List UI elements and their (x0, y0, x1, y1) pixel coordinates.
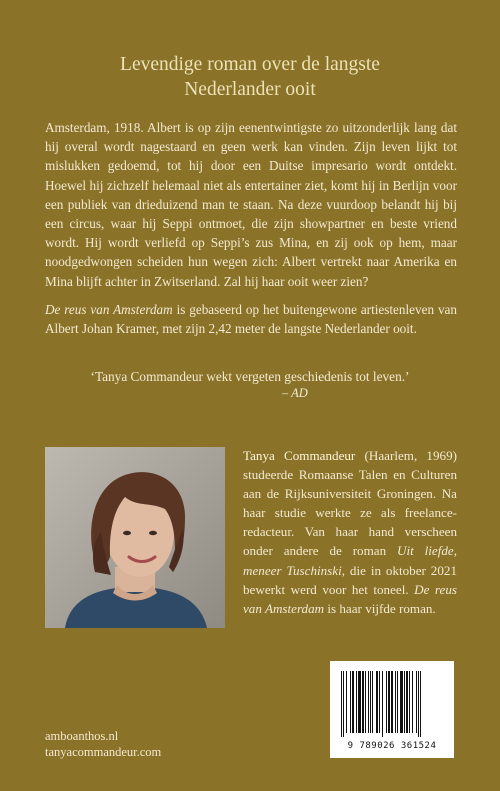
review-source: – AD (282, 386, 308, 400)
barcode-bar (370, 671, 371, 733)
barcode-bar (346, 671, 347, 733)
barcode-bar (395, 671, 396, 733)
barcode-bar (420, 671, 421, 737)
barcode-bar (376, 671, 378, 733)
footer-websites (45, 728, 161, 760)
barcode-bar (404, 671, 405, 733)
author-portrait-illustration (45, 447, 225, 628)
barcode-bar (352, 671, 354, 733)
tagline-line-1: Levendige roman over de langste (120, 54, 380, 75)
blurb-paragraph-1: Amsterdam, 1918. Albert is op zijn eenentwintigste zo uitzonderlijk lang dat hij overal wordt nagestaard en geen werk kan vinden. Zijn leven lijkt tot mislukken gedoemd, tot hij door een Duitse impresario wordt ontdekt. Hoewel hij zichzelf helemaal niet als entertainer ziet, komt hij in Berlijn voor een publiek van drieduizend man te staan. Na deze vuurdoop belandt hij bij een circus, waar hij Seppi ontmoet, die zijn showpartner en beste vriend wordt. Hij wordt verliefd op Seppi’s zus Mina, en zij ook op hem, maar noodgedwongen scheiden hun wegen zich: Albert vertrekt naar Amerika en Mina blijft achter in Zwitserland. Zal hij haar ooit weer zien? (45, 120, 457, 289)
author-bio-text-2: , die in oktober 2021 bewerkt werd voor het toneel. (243, 562, 457, 597)
isbn-number: 9 789026 361524 (347, 741, 437, 751)
barcode-bar (386, 671, 387, 733)
barcode-bar (368, 671, 369, 733)
barcode-bar (406, 671, 408, 733)
author-bio (243, 446, 457, 618)
barcode-bar (397, 671, 398, 733)
review-quote: ‘Tanya Commandeur wekt vergeten geschiedenis tot leven.’ (90, 369, 410, 384)
blurb-paragraph-2 (45, 300, 457, 338)
author-book-title-1: Uit liefde, meneer Tuschinski (243, 543, 457, 578)
publisher-website: amboanthos.nl (45, 729, 119, 743)
author-bio-text-3: is haar vijfde roman. (324, 600, 436, 616)
tagline (0, 52, 500, 102)
barcode-bar (379, 671, 380, 733)
author-photo (45, 447, 225, 628)
blurb-book-title: De reus van Amsterdam (45, 301, 173, 317)
barcode-bar (409, 671, 410, 733)
barcode-bar (372, 671, 373, 733)
barcode-bars (341, 671, 443, 737)
barcode (330, 661, 454, 758)
barcode-bar (388, 671, 390, 733)
barcode-bar (356, 671, 357, 733)
barcode-bar (382, 671, 383, 737)
blurb-paragraph-2-text: is gebaseerd op het buitengewone artiestenleven van Albert Johan Kramer, met zijn 2,42 meter de langste Nederlander ooit. (45, 301, 457, 337)
author-name: Tanya Commandeur (243, 448, 356, 463)
barcode-bar (391, 671, 393, 733)
barcode-bar (418, 671, 419, 737)
author-website: tanyacommandeur.com (45, 745, 162, 759)
barcode-bar (343, 671, 344, 737)
barcode-bar (350, 671, 351, 733)
barcode-bar (400, 671, 403, 733)
barcode-bar (365, 671, 366, 733)
book-blurb (45, 118, 457, 347)
tagline-line-2: Nederlander ooit (184, 79, 316, 100)
barcode-bar (358, 671, 361, 733)
barcode-bar (416, 671, 417, 733)
author-bio-text-1: (Haarlem, 1969) studeerde Romaanse Talen en Culturen aan de Rijksuniversiteit Groningen. Na haar studie werkte ze als freelance-redacteur. Van haar hand verscheen onder andere de roman (243, 448, 457, 559)
author-book-title-2: De reus van Amsterdam (243, 581, 457, 616)
barcode-bar (341, 671, 342, 737)
barcode-bar (412, 671, 413, 733)
barcode-bar (362, 671, 364, 733)
